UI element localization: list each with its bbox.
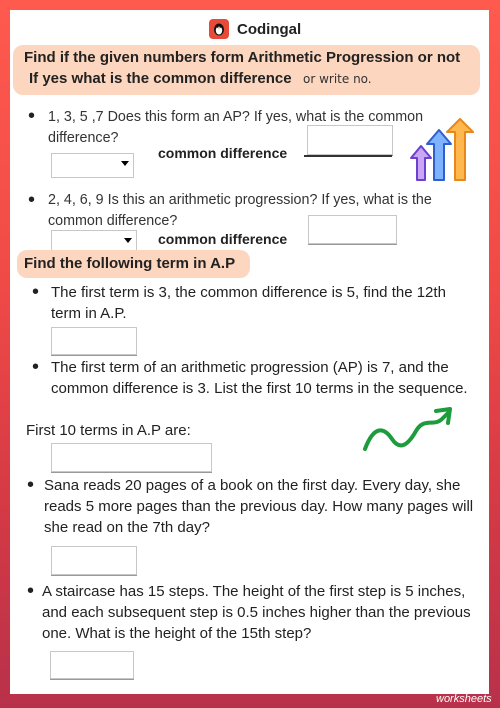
bullet: • xyxy=(28,105,36,127)
brand-name: Codingal xyxy=(237,20,302,38)
dropdown-1[interactable] xyxy=(51,153,134,178)
section2-title: Find the following term in A.P xyxy=(24,255,236,272)
bullet: • xyxy=(32,281,40,303)
handwritten-note: or write no. xyxy=(303,72,372,86)
first-10-label: First 10 terms in A.P are: xyxy=(26,422,191,439)
bullet: • xyxy=(28,189,36,211)
question-5: Sana reads 20 pages of a book on the first day. Every day, she reads 5 more pages than the previous day. How many pages will she read on the 7th day? xyxy=(44,477,474,536)
chevron-down-icon xyxy=(121,161,129,166)
growth-arrows-icon xyxy=(407,118,477,189)
answer-5-input[interactable] xyxy=(51,546,137,575)
question-2: 2, 4, 6, 9 Is this an arithmetic progression? If yes, what is the common difference? xyxy=(48,192,432,229)
answer-1-input[interactable] xyxy=(307,125,393,155)
question-4: The first term of an arithmetic progression (AP) is 7, and the common difference is 3. List the first 10 terms in the sequence. xyxy=(51,359,468,397)
watermark-worksheets: worksheets xyxy=(436,693,492,705)
bullet: • xyxy=(32,356,40,378)
squiggle-arrow-icon xyxy=(362,405,457,460)
chevron-down-icon xyxy=(124,238,132,243)
common-difference-label-2: common difference xyxy=(158,231,288,247)
bullet: • xyxy=(27,580,35,602)
common-difference-label-1: common difference xyxy=(158,145,288,161)
bullet: • xyxy=(27,474,35,496)
question-3: The first term is 3, the common difference is 5, find the 12th term in A.P. xyxy=(51,284,446,322)
answer-3-input[interactable] xyxy=(51,327,137,355)
question-6: A staircase has 15 steps. The height of the first step is 5 inches, and each subsequent step is 0.5 inches higher than the previous one. What is the height of the 15th step? xyxy=(42,583,471,642)
question-1: 1, 3, 5 ,7 Does this form an AP? If yes, what is the common difference? xyxy=(48,109,424,146)
brand-header xyxy=(209,19,301,39)
section1-title-line1: Find if the given numbers form Arithmetic Progression or not xyxy=(24,49,461,66)
answer-line-1 xyxy=(304,155,392,157)
answer-2-input[interactable] xyxy=(308,215,397,244)
penguin-logo-icon xyxy=(209,19,229,39)
section1-title-line2: If yes what is the common difference xyxy=(29,70,292,87)
answer-6-input[interactable] xyxy=(50,651,134,679)
worksheet-page xyxy=(10,10,489,694)
watermark-top: TOP xyxy=(450,686,468,693)
answer-4-input[interactable] xyxy=(51,443,212,472)
